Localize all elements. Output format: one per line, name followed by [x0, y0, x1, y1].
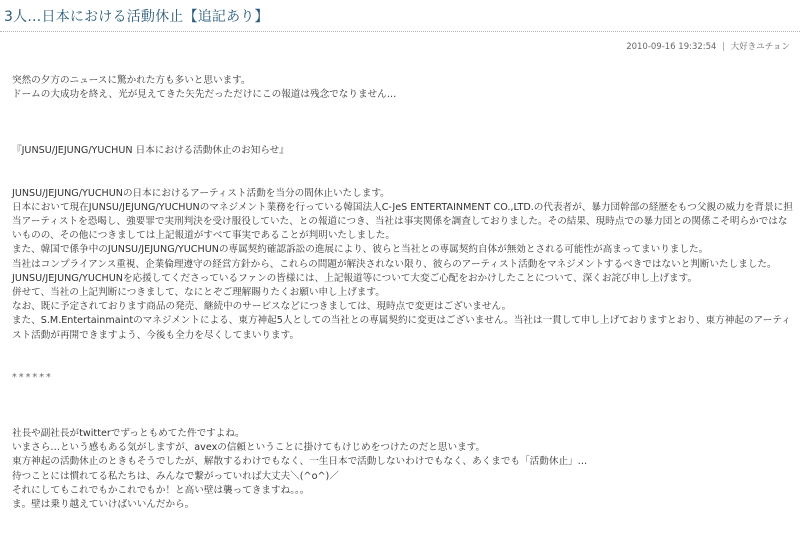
post-title[interactable]: 3人…日本における活動休止【追記あり】 [4, 9, 269, 25]
post-datetime: 2010-09-16 19:32:54 [626, 42, 717, 52]
meta-separator: | [722, 42, 726, 52]
title-divider [0, 31, 800, 32]
comment-line: 待つことには慣れてる私たちは、みんなで繋がっていれば大丈夫＼(^o^)／ [12, 470, 339, 482]
notice-line: JUNSU/JEJUNG/YUCHUNを応援してくださっているファンの皆様には、上記報道等について大変ご心配をおかけしたことについて、深くお詫び申し上げます。 [12, 272, 698, 284]
comment-line: いまさら…という感もある気がしますが、avexの信頼ということに掛けてもけじめをつけたのだと思います。 [12, 442, 486, 454]
comment-line: 社長や副社長がtwitterでずっともめてた件ですよね。 [12, 428, 245, 440]
notice-line: なお、既に予定されております商品の発売、継続中のサービスなどにつきましては、現時点で変更はございません。 [12, 301, 512, 313]
section-divider-stars: ****** [12, 371, 53, 383]
intro-line: ドームの大成功を終え、光が見えてきた矢先だっただけにこの報道は残念でなりません… [12, 89, 397, 101]
notice-paragraph: 日本において現在JUNSU/JEJUNG/YUCHUNのマネジメント業務を行っている韓国法人C-JeS ENTERTAINMENT CO.,LTD.の代表者が、暴力団幹部の経歴をもつ父親の威力を背景に担当アーティストを恐喝し、強要罪で実刑判決を受け服役していた、との報道につき、当社は事実関係を調査しておりました。その結果、現時点での暴力団との関係こそ明らかではないものの、その他につきましては上記報道がすべて事実であることが判明いたしました。 [12, 201, 793, 242]
comment-line: ま。壁は乗り越えていけばいいんだから。 [12, 499, 195, 511]
post-body [12, 74, 794, 512]
intro-line: 突然の夕方のニュースに驚かれた方も多いと思います。 [12, 75, 251, 86]
notice-line: 併せて、当社の上記判断につきまして、なにとぞご理解賜りたくお願い申し上げます。 [12, 287, 385, 299]
comment-line: 東方神起の活動休止のときもそうでしたが、解散するわけでもなく、一生日本で活動しないわけでもなく、あくまでも「活動休止」… [12, 456, 588, 468]
comment-line: それにしてもこれでもかこれでもか！と高い壁は襲ってきますね。。。 [12, 484, 310, 496]
post-meta [626, 40, 790, 52]
notice-title: 『JUNSU/JEJUNG/YUCHUN 日本における活動休止のお知らせ』 [12, 145, 289, 157]
notice-paragraph: また、S.M.Entertainmaintのマネジメントによる、東方神起5人としての当社との専属契約に変更はございません。当社は一貫して申し上げておりますとおり、東方神起のアーティスト活動が再開できますよう、今後も全力を尽くしてまいります。 [12, 315, 791, 341]
notice-line: JUNSU/JEJUNG/YUCHUNの日本におけるアーティスト活動を当分の間休止いたします。 [12, 187, 390, 199]
notice-line: 当社はコンプライアンス重視、企業倫理遵守の経営方針から、これらの問題が解決されない限り、彼らのアーティスト活動をマネジメントするべきではないと判断いたしました。 [12, 258, 777, 270]
notice-line: また、韓国で係争中のJUNSU/JEJUNG/YUCHUNの専属契約確認訴訟の進展により、彼らと当社との専属契約自体が無効とされる可能性が高まってまいりました。 [12, 244, 709, 256]
post-author-link[interactable]: 大好きユチョン [730, 42, 790, 52]
